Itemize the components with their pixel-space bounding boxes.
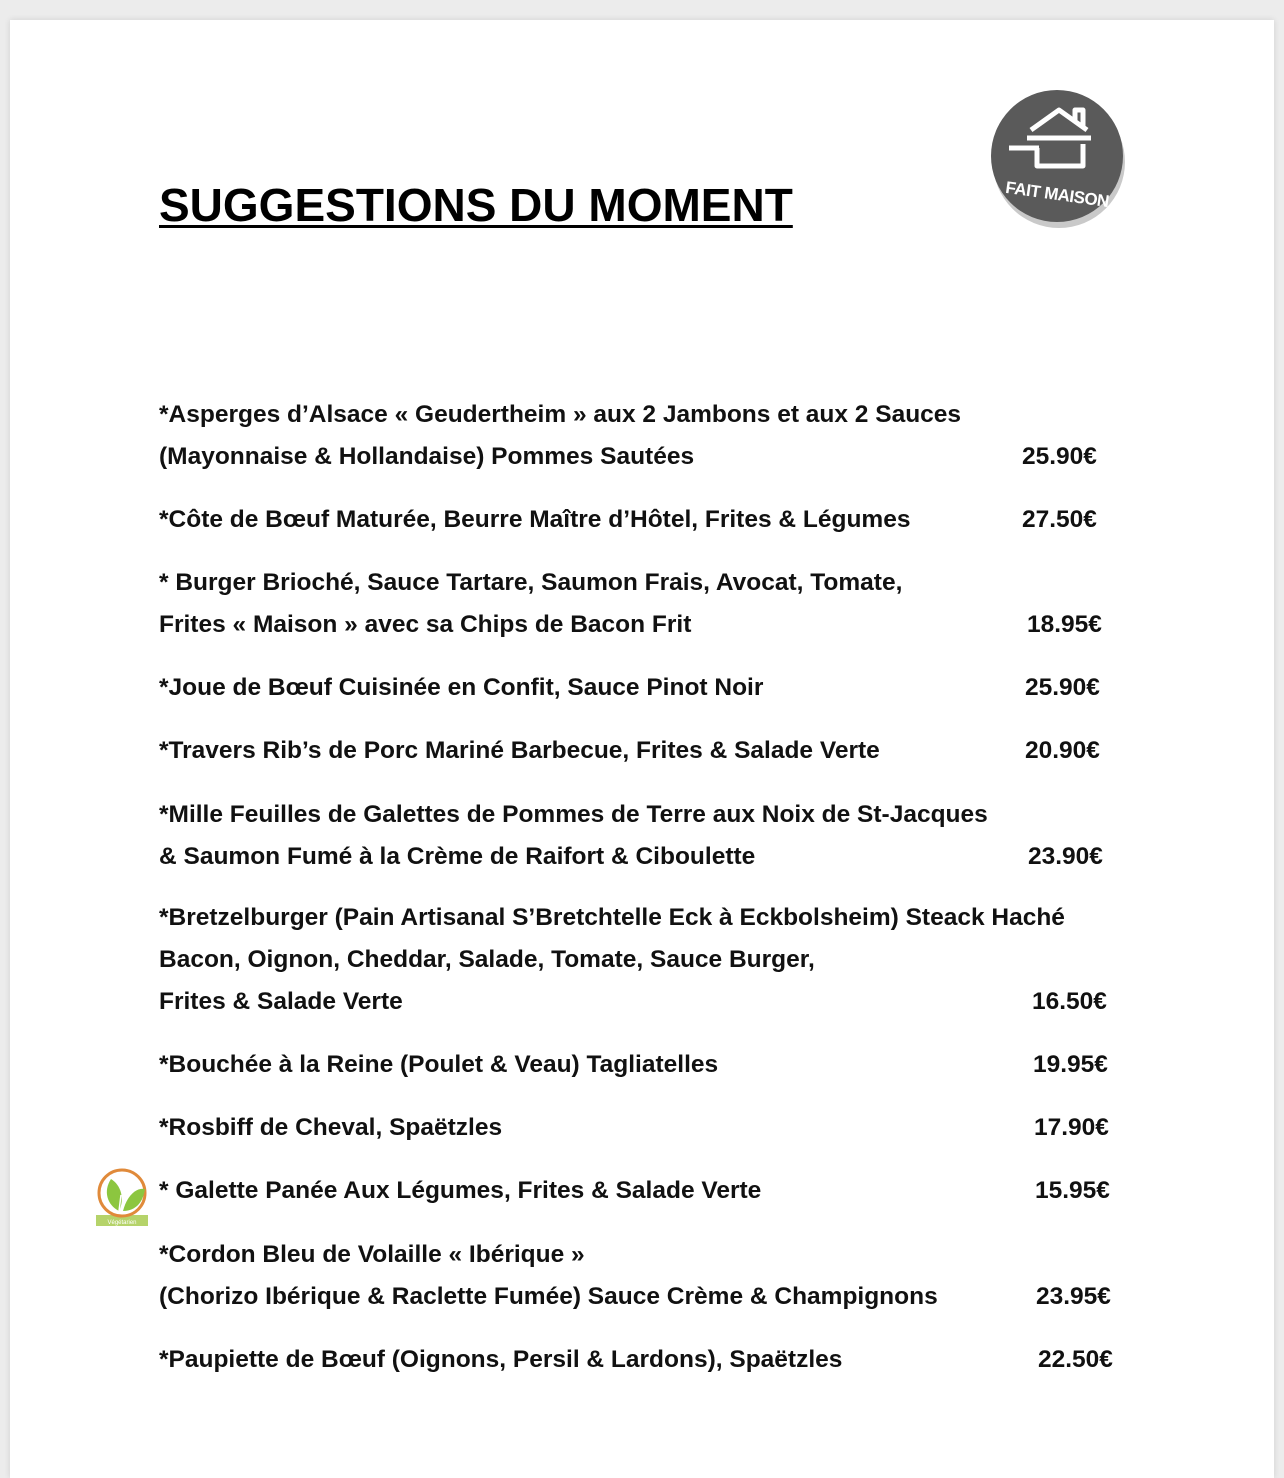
menu-item-line: Frites « Maison » avec sa Chips de Bacon Frit bbox=[159, 611, 692, 638]
menu-item-line: *Travers Rib’s de Porc Mariné Barbecue, Frites & Salade Verte bbox=[159, 737, 880, 764]
menu-item-line: *Mille Feuilles de Galettes de Pommes de Terre aux Noix de St-Jacques bbox=[159, 801, 988, 828]
menu-item-price: 23.90€ bbox=[1028, 843, 1103, 870]
menu-item-line: Bacon, Oignon, Cheddar, Salade, Tomate, Sauce Burger, bbox=[159, 946, 815, 973]
vegetarian-badge bbox=[93, 1165, 149, 1227]
badge-text: FAIT MAISON bbox=[1004, 177, 1111, 212]
menu-item-line: *Joue de Bœuf Cuisinée en Confit, Sauce Pinot Noir bbox=[159, 674, 764, 701]
menu-item-price: 20.90€ bbox=[1025, 737, 1100, 764]
menu-item-price: 25.90€ bbox=[1022, 443, 1097, 470]
page-title: SUGGESTIONS DU MOMENT bbox=[159, 179, 793, 231]
menu-item-line: (Mayonnaise & Hollandaise) Pommes Sautées bbox=[159, 443, 695, 470]
fait-maison-badge bbox=[987, 86, 1127, 228]
menu-item-line: (Chorizo Ibérique & Raclette Fumée) Sauce Crème & Champignons bbox=[159, 1283, 938, 1310]
menu-item-line: & Saumon Fumé à la Crème de Raifort & Ciboulette bbox=[159, 843, 756, 870]
menu-item-line: Frites & Salade Verte bbox=[159, 988, 403, 1015]
menu-item-price: 15.95€ bbox=[1035, 1177, 1110, 1204]
menu-item-line: *Bretzelburger (Pain Artisanal S’Bretchtelle Eck à Eckbolsheim) Steack Haché bbox=[159, 904, 1065, 931]
menu-item-price: 23.95€ bbox=[1036, 1283, 1111, 1310]
menu-item-line: *Côte de Bœuf Maturée, Beurre Maître d’Hôtel, Frites & Légumes bbox=[159, 506, 911, 533]
menu-item-price: 18.95€ bbox=[1027, 611, 1102, 638]
menu-item-price: 25.90€ bbox=[1025, 674, 1100, 701]
menu-item-price: 27.50€ bbox=[1022, 506, 1097, 533]
menu-item-price: 17.90€ bbox=[1034, 1114, 1109, 1141]
menu-item-line: *Asperges d’Alsace « Geudertheim » aux 2 Jambons et aux 2 Sauces bbox=[159, 401, 962, 428]
menu-item-line: * Burger Brioché, Sauce Tartare, Saumon Frais, Avocat, Tomate, bbox=[159, 569, 903, 596]
vegetarian-label: Végétarien bbox=[107, 1220, 137, 1226]
menu-item-price: 19.95€ bbox=[1033, 1051, 1108, 1078]
menu-item-line: *Paupiette de Bœuf (Oignons, Persil & Lardons), Spaëtzles bbox=[159, 1346, 843, 1373]
menu-item-line: *Rosbiff de Cheval, Spaëtzles bbox=[159, 1114, 503, 1141]
menu-item-line: *Bouchée à la Reine (Poulet & Veau) Tagliatelles bbox=[159, 1051, 719, 1078]
menu-item-line: * Galette Panée Aux Légumes, Frites & Salade Verte bbox=[159, 1177, 762, 1204]
menu-item-price: 16.50€ bbox=[1032, 988, 1107, 1015]
menu-item-price: 22.50€ bbox=[1038, 1346, 1113, 1373]
menu-item-line: *Cordon Bleu de Volaille « Ibérique » bbox=[159, 1241, 585, 1268]
